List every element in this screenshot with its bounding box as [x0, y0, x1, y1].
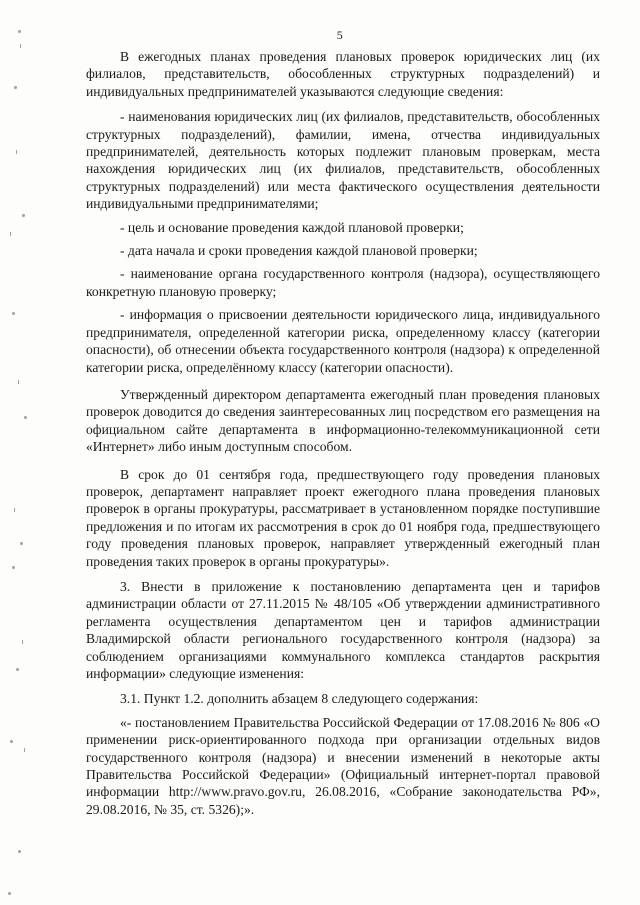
list-item-inspection-purpose: - цель и основание проведения каждой плановой проверки;: [120, 219, 464, 235]
scan-speck: [12, 312, 15, 315]
paragraph-plan-contents-intro: В ежегодных планах проведения плановых проверок юридических лиц (их филиалов, представительств, обособленных структурных подразделений) и индивидуальных предпринимателей указываются следующие сведения:: [86, 49, 600, 99]
paragraph-amendment-3-1: 3.1. Пункт 1.2. дополнить абзацем 8 следующего содержания:: [120, 691, 479, 707]
list-item-risk-category: - информация о присвоении деятельности юридического лица, индивидуального предпринимателя, определенной категории риска, определенному классу (категории опасности), об отнесении объекта государственного контроля (надзора) к определенной категории риска, определённому классу (категории опасности).: [86, 307, 600, 375]
paragraph-prosecutor-deadline: В срок до 01 сентября года, предшествующего году проведения плановых проверок, департамент направляет проект ежегодного плана проведения плановых проверок в органы прокуратуры, рассматривает в установленном порядке поступившие предложения и по итогам их рассмотрения в срок до 01 ноября года, предшествующего году проведения плановых проверок, направляет утвержденный ежегодный план проведения таких проверок в органы прокуратуры».: [86, 466, 600, 569]
document-body: [86, 48, 600, 818]
scan-speck: [8, 892, 11, 895]
scan-speck: [14, 508, 15, 512]
scan-speck: [22, 214, 25, 217]
paragraph-government-decree-quote: «- постановлением Правительства Российской Федерации от 17.08.2016 № 806 «О применении риск-ориентированного подхода при организации отдельных видов государственного контроля (надзора) и внесении изменений в некоторые акты Правительства Российской Федерации» (Официальный интернет-портал правовой информации http://www.pravo.gov.ru, 26.08.2016, «Собрание законодательства РФ», 29.08.2016, № 35, ст. 5326);».: [86, 714, 600, 817]
list-item-supervisory-body: - наименование органа государственного контроля (надзора), осуществляющего конкретную плановую проверку;: [86, 266, 600, 299]
scan-speck: [16, 668, 19, 671]
scan-margin-marks: [0, 0, 40, 905]
scan-speck: [24, 748, 25, 752]
scan-speck: [10, 740, 13, 743]
list-item-entity-names: - наименования юридических лиц (их филиалов, представительств, обособленных структурных подразделений), фамилии, имена, отчества индивидуальных предпринимателей, деятельность которых подлежит плановым проверкам, места нахождения юридических лиц (их филиалов, представительств, обособленных структурных подразделений) или места фактического осуществления деятельности индивидуальными предпринимателями;: [86, 109, 600, 212]
scan-speck: [20, 44, 21, 48]
paragraph-amendment-3: 3. Внести в приложение к постановлению департамента цен и тарифов администрации области от 27.11.2015 № 48/105 «Об утверждении административного регламента осуществления департаментом цен и тарифов администрации Владимирской области регионального государственного контроля (надзора) за соблюдением организациями коммунального комплекса стандартов раскрытия информации» следующие изменения:: [86, 578, 600, 681]
paragraph-plan-publication: Утвержденный директором департамента ежегодный план проведения плановых проверок доводится до сведения заинтересованных лиц посредством его размещения на официальном сайте департамента в информационно-телекоммуникационной сети «Интернет» либо иным доступным способом.: [86, 386, 600, 455]
scan-speck: [14, 86, 17, 89]
page-number: 5: [336, 28, 344, 42]
list-item-inspection-dates: - дата начала и сроки проведения каждой плановой проверки;: [120, 243, 478, 259]
scan-speck: [12, 566, 15, 569]
scan-speck: [18, 850, 21, 853]
scan-speck: [10, 232, 11, 236]
scan-speck: [24, 416, 27, 419]
scan-speck: [22, 640, 23, 644]
scan-speck: [20, 542, 23, 545]
scan-speck: [16, 150, 17, 154]
scan-speck: [18, 380, 19, 384]
